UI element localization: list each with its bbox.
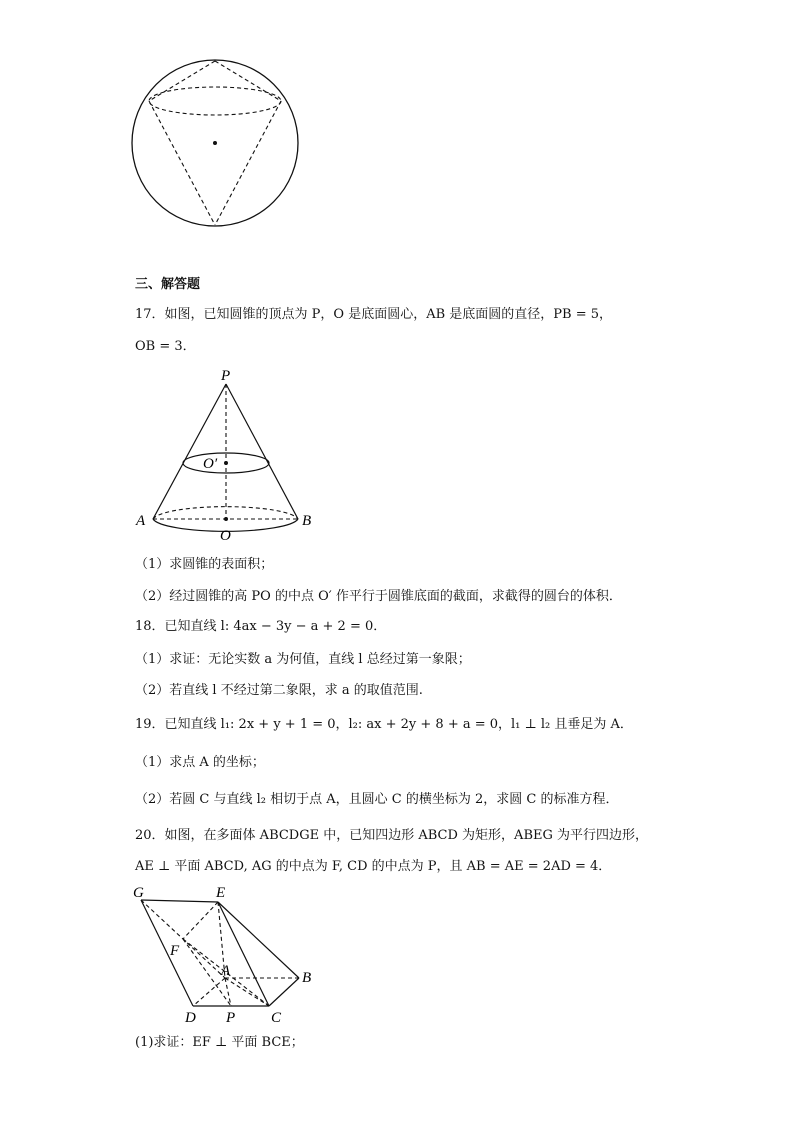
polyhedron-figure — [128, 882, 328, 1024]
q17-part1: （1）求圆锥的表面积； — [135, 557, 274, 572]
edge-CB — [269, 978, 299, 1006]
sphere-cone-figure — [128, 50, 308, 235]
label-G: G — [133, 885, 144, 901]
q17-line1: 17．如图，已知圆锥的顶点为 P，O 是底面圆心，AB 是底面圆的直径，PB = 5， — [135, 307, 613, 322]
q18-part2: （2）若直线 l 不经过第二象限，求 a 的取值范围. — [135, 683, 423, 698]
sphere-center-dot — [213, 141, 217, 145]
q17-line2: OB = 3． — [135, 339, 196, 354]
cone-side-left — [149, 101, 215, 225]
label-A: A — [221, 963, 231, 979]
label-C: C — [271, 1010, 282, 1024]
q19-part2: （2）若圆 C 与直线 l₂ 相切于点 A，且圆心 C 的横坐标为 2，求圆 C 的标准方程． — [135, 792, 619, 807]
edge-GE — [141, 900, 218, 902]
section-center-dot — [224, 461, 228, 465]
cone-side-right — [215, 101, 281, 225]
edge-GD — [141, 900, 193, 1006]
label-B: B — [302, 970, 312, 986]
q20-line1: 20．如图，在多面体 ABCDGE 中，已知四边形 ABCD 为矩形，ABEG 为平行四边形， — [135, 828, 648, 843]
q19-line1: 19．已知直线 l₁: 2x + y + 1 = 0，l₂: ax + 2y + 8 + a = 0，l₁ ⊥ l₂ 且垂足为 A． — [135, 717, 633, 732]
label-B: B — [302, 513, 312, 529]
q17-part2: （2）经过圆锥的高 PO 的中点 O′ 作平行于圆锥底面的截面，求截得的圆台的体积． — [135, 589, 622, 604]
cone-right-edge — [226, 384, 298, 519]
cone-figure — [130, 362, 330, 542]
q18-part1: （1）求证：无论实数 a 为何值，直线 l 总经过第一象限； — [135, 652, 471, 667]
label-F: F — [170, 943, 180, 959]
q18-line1: 18．已知直线 l: 4ax − 3y − a + 2 = 0． — [135, 619, 387, 634]
cone-left-edge — [153, 384, 226, 519]
label-D: D — [185, 1010, 196, 1024]
q19-part1: （1）求点 A 的坐标； — [135, 755, 265, 770]
label-O: O — [220, 528, 231, 542]
cone-base-ellipse — [149, 87, 281, 115]
edge-AD — [193, 978, 225, 1006]
q20-line2: AE ⊥ 平面 ABCD, AG 的中点为 F, CD 的中点为 P，且 AB = AE = 2AD = 4． — [135, 859, 612, 874]
label-O-prime: O′ — [203, 456, 218, 472]
label-E: E — [216, 885, 226, 901]
base-center-dot — [224, 517, 228, 521]
q20-part1: (1)求证：EF ⊥ 平面 BCE； — [135, 1035, 304, 1050]
label-A: A — [136, 513, 146, 529]
edge-EF — [183, 902, 218, 939]
label-P: P — [221, 368, 231, 384]
section-title: 三、解答题 — [135, 277, 201, 292]
label-P: P — [226, 1010, 236, 1024]
